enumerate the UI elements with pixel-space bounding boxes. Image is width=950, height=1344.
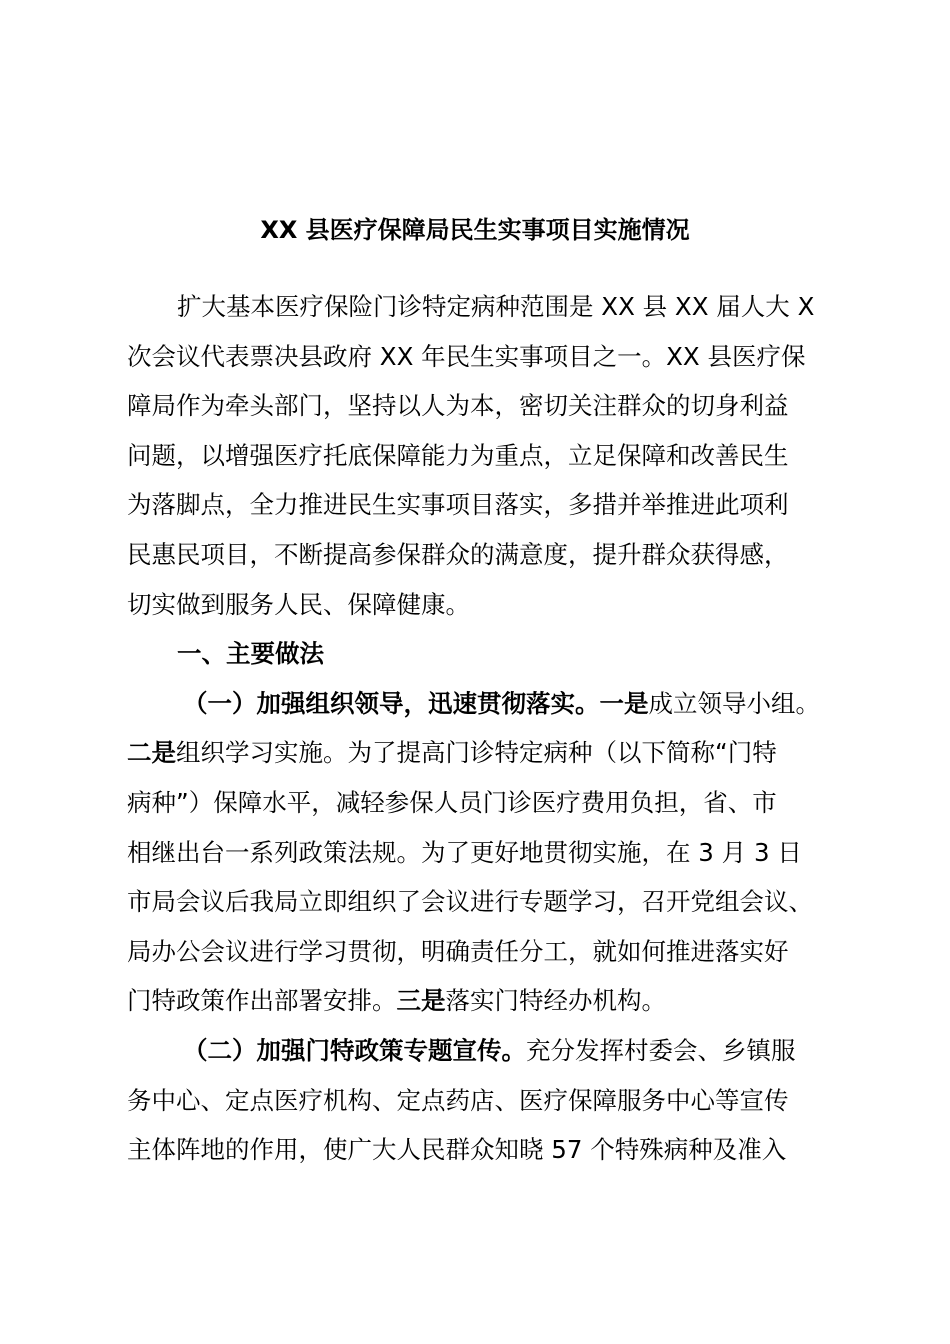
subsection-2-first-line [127,1026,867,1076]
section-heading: 一、主要做法 [177,639,324,669]
subsection-2-heading: （二）加强门特政策专题宣传。 [183,1035,526,1065]
point-one-label: 一是 [599,688,649,718]
subsection-1-first-line [127,679,867,729]
intro-line: 次会议代表票决县政府 XX 年民生实事项目之一。XX 县医疗保 [127,341,806,371]
subsection-1-last-line [127,976,867,1026]
intro-line: 障局作为牵头部门，坚持以人为本，密切关注群众的切身利益 [127,391,789,421]
subsection-1-heading: （一）加强组织领导，迅速贯彻落实。 [183,688,600,718]
point-three-label: 三是 [396,986,446,1016]
last-line-text: 门特政策作出部署安排。 [127,986,397,1016]
intro-line: 问题，以增强医疗托底保障能力为重点，立足保障和改善民生 [127,440,789,470]
document-body [127,282,867,1175]
subsection-1-line: 局办公会议进行学习贯彻，明确责任分工，就如何推进落实好 [127,936,789,966]
subsection-1-line: 市局会议后我局立即组织了会议进行专题学习，召开党组会议、 [127,887,813,917]
subsection-2-text: 充分发挥村委会、乡镇服 [526,1035,796,1065]
subsection-2-line: 主体阵地的作用，使广大人民群众知晓 57 个特殊病种及准入 [127,1135,787,1165]
subsection-2-line: 务中心、定点医疗机构、定点药店、医疗保障服务中心等宣传 [127,1085,789,1115]
subsection-1-line: 相继出台一系列政策法规。为了更好地贯彻实施，在 3 月 3 日 [127,837,802,867]
subsection-1-line [127,728,867,778]
intro-line: 民惠民项目，不断提高参保群众的满意度，提升群众获得感， [127,539,789,569]
intro-line: 为落脚点，全力推进民生实事项目落实，多措并举推进此项利 [127,490,789,520]
point-two-text: 组织学习实施。为了提高门诊特定病种（以下简称“门特 [176,738,777,768]
intro-line: 切实做到服务人民、保障健康。 [127,589,470,619]
point-one-text: 成立领导小组。 [648,688,820,718]
intro-line: 扩大基本医疗保险门诊特定病种范围是 XX 县 XX 届人大 X [177,292,815,321]
point-two-label: 二是 [127,738,176,768]
point-three-text: 落实门特经办机构。 [445,986,666,1016]
document-title: XX 县医疗保障局民生实事项目实施情况 [260,216,690,244]
subsection-1-line: 病种”）保障水平，减轻参保人员门诊医疗费用负担，省、市 [127,787,777,817]
